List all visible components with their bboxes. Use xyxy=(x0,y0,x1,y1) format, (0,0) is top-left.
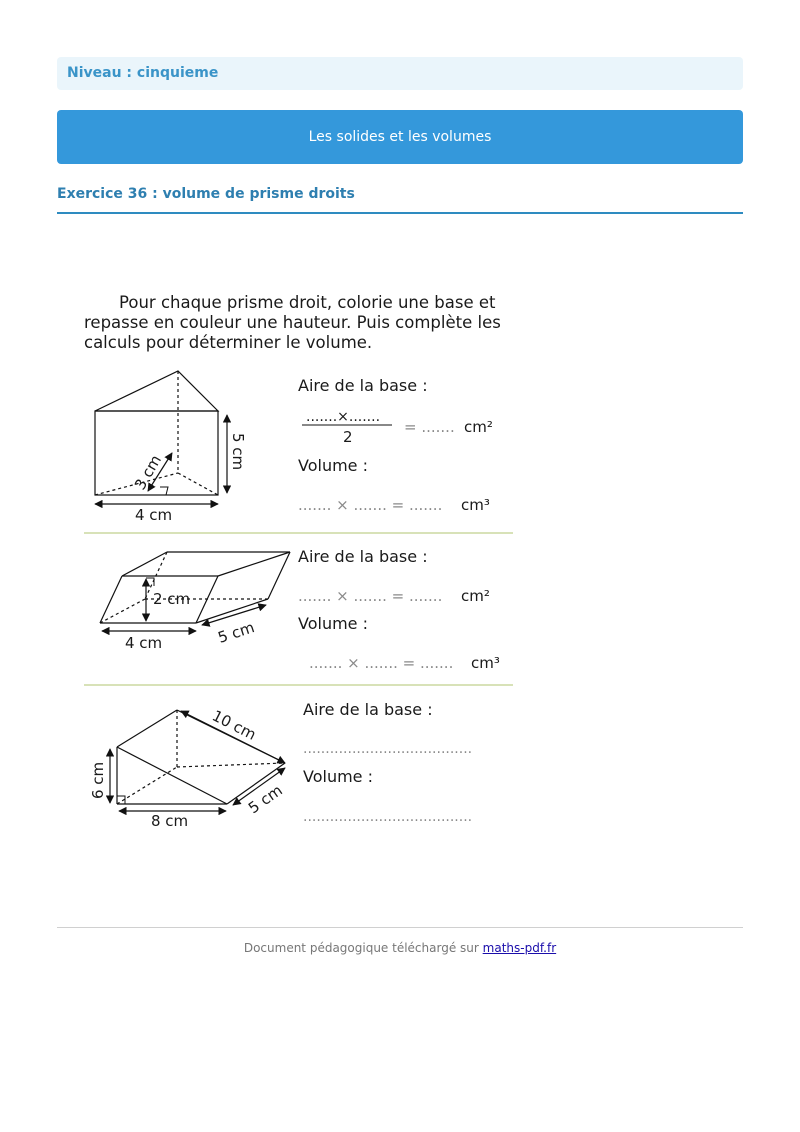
instruction-line-3: calculs pour déterminer le volume. xyxy=(84,333,373,352)
prism-2-figure xyxy=(100,552,290,631)
instruction-line-1: Pour chaque prisme droit, colorie une base et xyxy=(119,293,496,312)
prism-1-aire-numerator: .......×....... xyxy=(306,409,381,425)
prism-2-label-b: 4 cm xyxy=(125,634,163,652)
prism-2-volume-label: Volume : xyxy=(298,614,368,633)
prism-1-aire-rhs: = ....... xyxy=(404,418,455,436)
prism-3-label-a: 10 cm xyxy=(209,706,259,744)
prism-1-aire-label: Aire de la base : xyxy=(298,376,428,395)
prism-1-aire-denominator: 2 xyxy=(343,428,353,446)
prism-1-volume-label: Volume : xyxy=(298,456,368,475)
exercise-title: Exercice 36 : volume de prisme droits xyxy=(57,186,743,214)
prism-2-aire-unit: cm² xyxy=(461,587,490,605)
page-footer xyxy=(57,927,743,955)
prism-1-label-c: 4 cm xyxy=(135,506,173,524)
prism-2-volume-unit: cm³ xyxy=(471,654,500,672)
prism-1-label-b: 3 cm xyxy=(130,451,166,493)
chapter-banner xyxy=(57,110,743,164)
footer-text: Document pédagogique téléchargé sur xyxy=(243,941,479,955)
prism-1-aire-unit: cm² xyxy=(464,418,493,436)
prism-3-volume-line: ...................................... xyxy=(303,809,473,825)
prism-2-label-c: 5 cm xyxy=(215,618,257,647)
prism-3-aire-line: ...................................... xyxy=(303,741,473,757)
worksheet-image xyxy=(80,285,530,845)
prism-3-volume-label: Volume : xyxy=(303,767,373,786)
prism-1-label-a: 5 cm xyxy=(229,433,247,471)
prism-1-volume-calc: ....... × ....... = ....... xyxy=(298,496,443,514)
chapter-title: Les solides et les volumes xyxy=(308,129,492,145)
prism-2-aire-label: Aire de la base : xyxy=(298,547,428,566)
prism-1-figure xyxy=(95,371,227,504)
prism-2-label-a: 2 cm xyxy=(153,590,191,608)
footer-link[interactable]: maths-pdf.fr xyxy=(482,941,557,955)
level-label: Niveau : cinquieme xyxy=(57,57,743,90)
prism-2-volume-calc: ....... × ....... = ....... xyxy=(309,654,454,672)
instruction-line-2: repasse en couleur une hauteur. Puis complète les xyxy=(84,313,501,332)
prism-2-aire-calc: ....... × ....... = ....... xyxy=(298,587,443,605)
prism-3-label-d: 5 cm xyxy=(244,781,286,818)
prism-3-label-b: 6 cm xyxy=(89,761,107,799)
prism-3-aire-label: Aire de la base : xyxy=(303,700,433,719)
prism-1-volume-unit: cm³ xyxy=(461,496,490,514)
prism-3-label-c: 8 cm xyxy=(151,812,189,830)
